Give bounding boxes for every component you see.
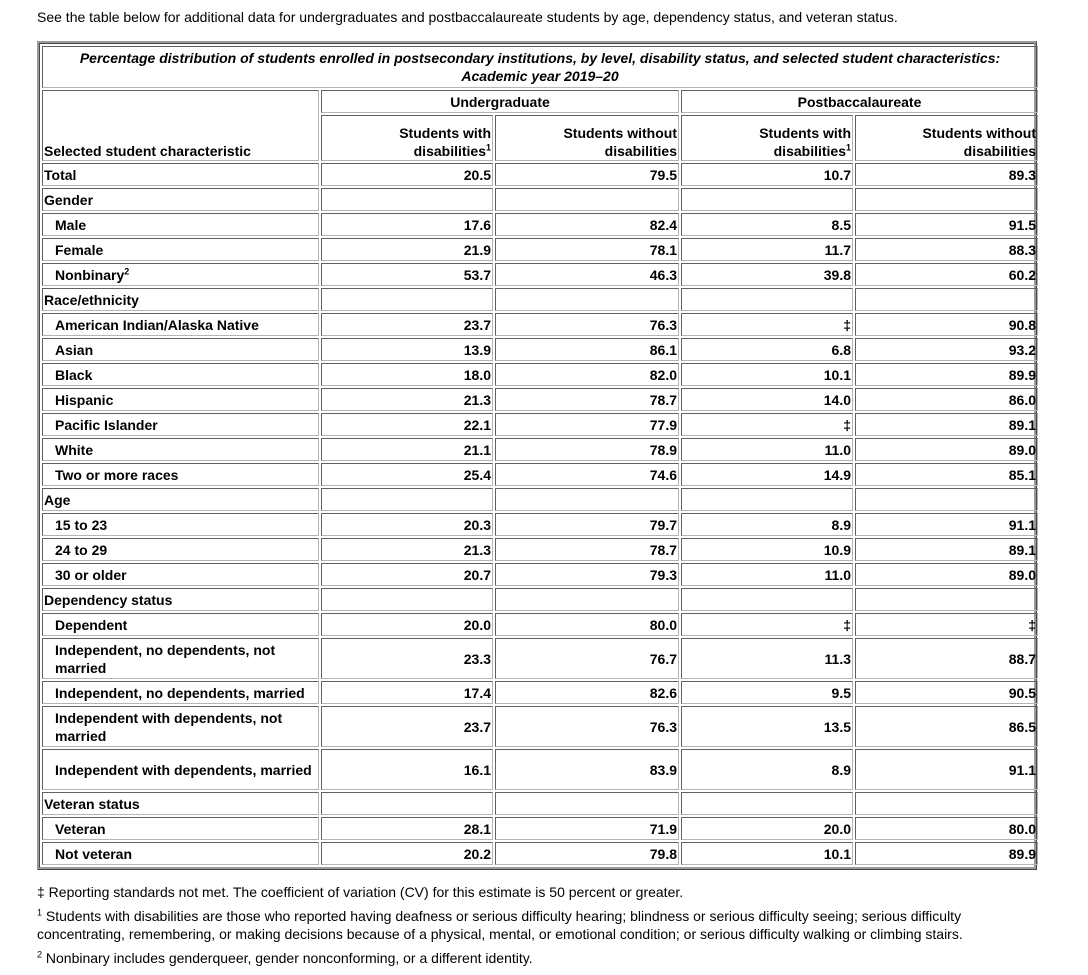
row-label: Independent with dependents, married (42, 749, 319, 790)
table-row (42, 263, 1038, 286)
cell-ug-with: 21.3 (321, 538, 493, 561)
row-label: Female (42, 238, 319, 261)
cell-ug-with: 23.7 (321, 313, 493, 336)
cell-pb-with: 10.1 (681, 842, 853, 865)
section-label: Gender (42, 188, 319, 211)
row-label: Hispanic (42, 388, 319, 411)
footnote-marker: 2 (124, 265, 130, 276)
col-header-ug-without: Students without disabilities (495, 115, 679, 161)
section-label: Dependency status (42, 588, 319, 611)
cell-pb-without: 89.3 (855, 163, 1038, 186)
cell-pb-with: 8.5 (681, 213, 853, 236)
section-row (42, 588, 1038, 611)
section-label: Race/ethnicity (42, 288, 319, 311)
empty-cell (681, 288, 853, 311)
cell-pb-without: 89.1 (855, 413, 1038, 436)
cell-ug-without: 79.8 (495, 842, 679, 865)
table-row (42, 613, 1038, 636)
row-label-nonbinary (42, 263, 319, 286)
group-header-undergraduate: Undergraduate (321, 90, 679, 113)
table-row (42, 749, 1038, 790)
cell-ug-with: 20.5 (321, 163, 493, 186)
cell-pb-with: 11.0 (681, 563, 853, 586)
empty-cell (321, 288, 493, 311)
empty-cell (321, 792, 493, 815)
table-row (42, 238, 1038, 261)
cell-pb-with: 8.9 (681, 513, 853, 536)
cell-pb-without: 91.5 (855, 213, 1038, 236)
footnote-marker: 1 (485, 142, 491, 153)
cell-pb-with: 10.1 (681, 363, 853, 386)
footnote-marker: 1 (845, 142, 851, 153)
row-label: 15 to 23 (42, 513, 319, 536)
cell-ug-without: 46.3 (495, 263, 679, 286)
cell-pb-with: 11.3 (681, 638, 853, 679)
cell-ug-without: 77.9 (495, 413, 679, 436)
cell-ug-with: 21.3 (321, 388, 493, 411)
cell-pb-without: 91.1 (855, 749, 1038, 790)
row-label: Independent with dependents, not married (42, 706, 319, 747)
cell-pb-without: 88.7 (855, 638, 1038, 679)
row-label: Independent, no dependents, married (42, 681, 319, 704)
cell-ug-with: 28.1 (321, 817, 493, 840)
empty-cell (855, 588, 1038, 611)
empty-cell (681, 488, 853, 511)
cell-pb-with: 14.9 (681, 463, 853, 486)
row-label: Not veteran (42, 842, 319, 865)
row-label: Male (42, 213, 319, 236)
empty-cell (855, 188, 1038, 211)
cell-ug-without: 82.6 (495, 681, 679, 704)
empty-cell (321, 188, 493, 211)
cell-ug-with: 17.4 (321, 681, 493, 704)
table-row (42, 363, 1038, 386)
cell-pb-with: 14.0 (681, 388, 853, 411)
empty-cell (855, 288, 1038, 311)
table-row (42, 413, 1038, 436)
stub-header: Selected student characteristic (42, 90, 319, 161)
footnote-text: Nonbinary includes genderqueer, gender nonconforming, or a different identity. (45, 950, 533, 966)
col-header-text: Students with disabilities (399, 125, 491, 159)
footnote-1 (37, 907, 1047, 943)
cell-ug-with: 20.7 (321, 563, 493, 586)
cell-ug-without: 78.7 (495, 388, 679, 411)
cell-ug-with: 22.1 (321, 413, 493, 436)
empty-cell (855, 792, 1038, 815)
cell-ug-with: 20.0 (321, 613, 493, 636)
cell-pb-without: ‡ (855, 613, 1038, 636)
col-header-pb-without: Students without disabilities (855, 115, 1038, 161)
row-label: Asian (42, 338, 319, 361)
table-row (42, 563, 1038, 586)
cell-pb-without: 89.9 (855, 842, 1038, 865)
cell-ug-with: 23.7 (321, 706, 493, 747)
cell-ug-without: 78.1 (495, 238, 679, 261)
table-row (42, 513, 1038, 536)
table-row (42, 817, 1038, 840)
cell-ug-without: 80.0 (495, 613, 679, 636)
table-row (42, 638, 1038, 679)
group-header-postbaccalaureate: Postbaccalaureate (681, 90, 1038, 113)
cell-pb-without: 85.1 (855, 463, 1038, 486)
cell-pb-without: 89.1 (855, 538, 1038, 561)
cell-ug-with: 21.1 (321, 438, 493, 461)
cell-ug-without: 82.4 (495, 213, 679, 236)
cell-ug-with: 16.1 (321, 749, 493, 790)
row-label: Veteran (42, 817, 319, 840)
row-label: Independent, no dependents, not married (42, 638, 319, 679)
col-header-pb-with (681, 115, 853, 161)
cell-pb-with: 10.7 (681, 163, 853, 186)
cell-pb-with: ‡ (681, 613, 853, 636)
cell-pb-with: 20.0 (681, 817, 853, 840)
table-row (42, 213, 1038, 236)
table-row (42, 706, 1038, 747)
cell-pb-with: 8.9 (681, 749, 853, 790)
empty-cell (495, 792, 679, 815)
cell-ug-without: 79.7 (495, 513, 679, 536)
table-row (42, 463, 1038, 486)
table-row (42, 388, 1038, 411)
cell-ug-with: 13.9 (321, 338, 493, 361)
section-row (42, 288, 1038, 311)
section-row (42, 488, 1038, 511)
footnotes (37, 883, 1047, 973)
empty-cell (495, 588, 679, 611)
footnote-2 (37, 949, 1047, 967)
cell-pb-without: 88.3 (855, 238, 1038, 261)
cell-pb-without: 86.5 (855, 706, 1038, 747)
empty-cell (321, 588, 493, 611)
cell-ug-with: 21.9 (321, 238, 493, 261)
footnote-text: Students with disabilities are those who reported having deafness or serious difficulty hearing; blindness or serious difficulty seeing; serious difficulty concentrating, remembering, or making decisions because of a physical, mental, or emotional condition; or serious difficulty walking or climbing stairs. (37, 908, 963, 942)
cell-ug-with: 20.3 (321, 513, 493, 536)
cell-pb-without: 90.8 (855, 313, 1038, 336)
cell-ug-without: 79.3 (495, 563, 679, 586)
empty-cell (681, 588, 853, 611)
cell-pb-with: 6.8 (681, 338, 853, 361)
cell-pb-with: 11.7 (681, 238, 853, 261)
row-label: Black (42, 363, 319, 386)
table-row (42, 338, 1038, 361)
cell-pb-with: 11.0 (681, 438, 853, 461)
cell-pb-without: 89.9 (855, 363, 1038, 386)
empty-cell (681, 188, 853, 211)
intro-text: See the table below for additional data for undergraduates and postbaccalaureate students by age, dependency status, and veteran status. (37, 9, 898, 25)
cell-ug-without: 76.3 (495, 313, 679, 336)
cell-ug-without: 78.7 (495, 538, 679, 561)
row-label: Total (42, 163, 319, 186)
empty-cell (855, 488, 1038, 511)
row-label: 24 to 29 (42, 538, 319, 561)
cell-pb-without: 93.2 (855, 338, 1038, 361)
empty-cell (321, 488, 493, 511)
cell-pb-with: 9.5 (681, 681, 853, 704)
table-caption: Percentage distribution of students enrolled in postsecondary institutions, by level, disability status, and selected student characteristics: Academic year 2019–20 (42, 46, 1038, 88)
table-row (42, 313, 1038, 336)
cell-pb-with: ‡ (681, 413, 853, 436)
cell-ug-with: 20.2 (321, 842, 493, 865)
cell-ug-with: 17.6 (321, 213, 493, 236)
row-label: Pacific Islander (42, 413, 319, 436)
empty-cell (495, 488, 679, 511)
table-row (42, 681, 1038, 704)
table-row (42, 163, 1038, 186)
cell-ug-with: 53.7 (321, 263, 493, 286)
row-label: Two or more races (42, 463, 319, 486)
section-label: Age (42, 488, 319, 511)
table-row (42, 842, 1038, 865)
empty-cell (495, 288, 679, 311)
cell-pb-without: 60.2 (855, 263, 1038, 286)
cell-pb-without: 91.1 (855, 513, 1038, 536)
col-header-text: Students with disabilities (759, 125, 851, 159)
cell-ug-without: 76.7 (495, 638, 679, 679)
cell-pb-with: 39.8 (681, 263, 853, 286)
cell-ug-without: 79.5 (495, 163, 679, 186)
cell-ug-without: 83.9 (495, 749, 679, 790)
cell-ug-with: 23.3 (321, 638, 493, 679)
empty-cell (495, 188, 679, 211)
cell-ug-without: 78.9 (495, 438, 679, 461)
cell-ug-with: 25.4 (321, 463, 493, 486)
cell-pb-without: 80.0 (855, 817, 1038, 840)
row-label: American Indian/Alaska Native (42, 313, 319, 336)
table-row (42, 538, 1038, 561)
footnote-marker: 2 (37, 949, 43, 960)
section-label: Veteran status (42, 792, 319, 815)
cell-pb-with: 10.9 (681, 538, 853, 561)
row-label: White (42, 438, 319, 461)
cell-pb-without: 89.0 (855, 438, 1038, 461)
cell-ug-without: 74.6 (495, 463, 679, 486)
empty-cell (681, 792, 853, 815)
cell-ug-without: 86.1 (495, 338, 679, 361)
note-dagger: ‡ Reporting standards not met. The coefficient of variation (CV) for this estimate is 50 percent or greater. (37, 884, 684, 900)
row-label-text: Nonbinary (55, 266, 125, 283)
footnote-marker: 1 (37, 907, 43, 918)
col-header-ug-with (321, 115, 493, 161)
cell-ug-without: 82.0 (495, 363, 679, 386)
cell-ug-with: 18.0 (321, 363, 493, 386)
row-label: 30 or older (42, 563, 319, 586)
cell-pb-without: 86.0 (855, 388, 1038, 411)
cell-ug-without: 71.9 (495, 817, 679, 840)
row-label: Dependent (42, 613, 319, 636)
cell-ug-without: 76.3 (495, 706, 679, 747)
table-row (42, 438, 1038, 461)
data-table (40, 44, 1040, 867)
data-table-frame (37, 41, 1037, 870)
cell-pb-without: 89.0 (855, 563, 1038, 586)
section-row (42, 188, 1038, 211)
section-row (42, 792, 1038, 815)
cell-pb-without: 90.5 (855, 681, 1038, 704)
cell-pb-with: ‡ (681, 313, 853, 336)
cell-pb-with: 13.5 (681, 706, 853, 747)
